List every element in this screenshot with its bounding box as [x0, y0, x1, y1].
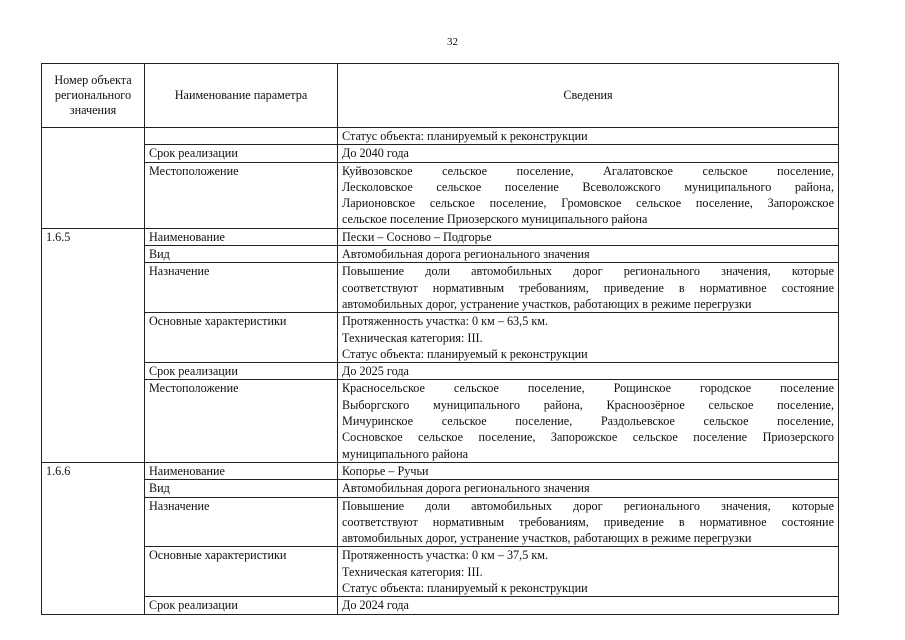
details-line: Лесколовское сельское поселение Всеволожского муниципального района,	[342, 179, 834, 194]
parameter-cell: Назначение	[145, 497, 338, 547]
table-row	[42, 480, 839, 497]
table-row	[42, 380, 839, 462]
header-details: Сведения	[338, 64, 839, 128]
details-line: Техническая категория: III.	[342, 564, 483, 579]
details-cell	[338, 462, 839, 479]
parameter-cell: Основные характеристики	[145, 313, 338, 363]
details-line: муниципального района	[342, 446, 469, 461]
details-cell	[338, 480, 839, 497]
details-text: Копорье – Ручьи	[342, 463, 429, 478]
object-number-cell: 1.6.5	[42, 228, 145, 462]
details-cell	[338, 145, 839, 162]
parameter-cell: Наименование	[145, 228, 338, 245]
details-text: Пески – Сосново – Подгорье	[342, 229, 492, 244]
details-line: Выборгского муниципального района, Красноозёрное сельское поселение,	[342, 397, 834, 412]
details-cell	[338, 547, 839, 597]
details-text: Статус объекта: планируемый к реконструкции	[342, 129, 588, 143]
details-cell	[338, 597, 839, 614]
details-cell	[338, 263, 839, 313]
header-parameter-name: Наименование параметра	[145, 64, 338, 128]
parameter-cell: Вид	[145, 246, 338, 263]
object-number-cell: 1.6.6	[42, 462, 145, 614]
table-row	[42, 497, 839, 547]
parameter-cell: Назначение	[145, 263, 338, 313]
table-row	[42, 162, 839, 228]
details-cell	[338, 128, 839, 145]
parameters-table	[41, 63, 839, 615]
details-cell	[338, 228, 839, 245]
page-number: 32	[447, 36, 458, 48]
table-row	[42, 462, 839, 479]
details-line: Мичуринское сельское поселение, Раздольевское сельское поселение,	[342, 414, 834, 429]
parameter-cell: Вид	[145, 480, 338, 497]
details-cell	[338, 162, 839, 228]
details-line: сельское поселение Приозерского муниципального района	[342, 212, 648, 227]
details-line: Техническая категория: III.	[342, 330, 483, 345]
details-text: Автомобильная дорога регионального значения	[342, 481, 590, 496]
details-line: Сосновское сельское поселение, Запорожское сельское поселение Приозерского	[342, 430, 834, 445]
details-cell	[338, 380, 839, 462]
table-row	[42, 597, 839, 614]
table-row	[42, 313, 839, 363]
table-row	[42, 263, 839, 313]
details-cell	[338, 363, 839, 380]
parameter-cell: Основные характеристики	[145, 547, 338, 597]
details-line: Повышение доли автомобильных дорог регионального значения, которые	[342, 264, 834, 279]
parameter-cell: Местоположение	[145, 380, 338, 462]
table-row	[42, 246, 839, 263]
header-object-number: Номер объекта регионального значения	[42, 64, 145, 128]
parameter-cell: Срок реализации	[145, 145, 338, 162]
details-line: соответствуют нормативным требованиям, приведение в нормативное состояние	[342, 514, 834, 529]
table-row	[42, 128, 839, 145]
table-row	[42, 547, 839, 597]
details-text: До 2040 года	[342, 146, 409, 161]
table-row	[42, 363, 839, 380]
details-line: Красносельское сельское поселение, Рощинское городское поселение	[342, 381, 834, 396]
parameter-cell: Срок реализации	[145, 363, 338, 380]
details-line: Статус объекта: планируемый к реконструкции	[342, 581, 588, 596]
table-header-row	[42, 64, 839, 128]
details-line: Куйвозовское сельское поселение, Агалатовское сельское поселение,	[342, 163, 834, 178]
parameter-cell: Наименование	[145, 462, 338, 479]
details-text: До 2025 года	[342, 364, 409, 379]
details-line: Статус объекта: планируемый к реконструкции	[342, 346, 588, 361]
object-number-cell	[42, 128, 145, 229]
parameter-cell: Срок реализации	[145, 597, 338, 614]
details-line: Ларионовское сельское поселение, Громовское сельское поселение, Запорожское	[342, 196, 834, 211]
parameter-cell: Местоположение	[145, 162, 338, 228]
details-line: автомобильных дорог, устранение участков, работающих в режиме перегрузки	[342, 296, 752, 311]
table-row	[42, 228, 839, 245]
details-line: Повышение доли автомобильных дорог регионального значения, которые	[342, 498, 834, 513]
details-cell	[338, 313, 839, 363]
details-line: Протяженность участка: 0 км – 63,5 км.	[342, 314, 549, 329]
parameter-cell	[145, 128, 338, 145]
details-cell	[338, 246, 839, 263]
details-line: Протяженность участка: 0 км – 37,5 км.	[342, 548, 549, 563]
details-line: соответствуют нормативным требованиям, приведение в нормативное состояние	[342, 280, 834, 295]
details-cell	[338, 497, 839, 547]
details-text: До 2024 года	[342, 598, 409, 613]
details-text: Автомобильная дорога регионального значения	[342, 247, 590, 262]
table-row	[42, 145, 839, 162]
details-line: автомобильных дорог, устранение участков, работающих в режиме перегрузки	[342, 531, 752, 546]
